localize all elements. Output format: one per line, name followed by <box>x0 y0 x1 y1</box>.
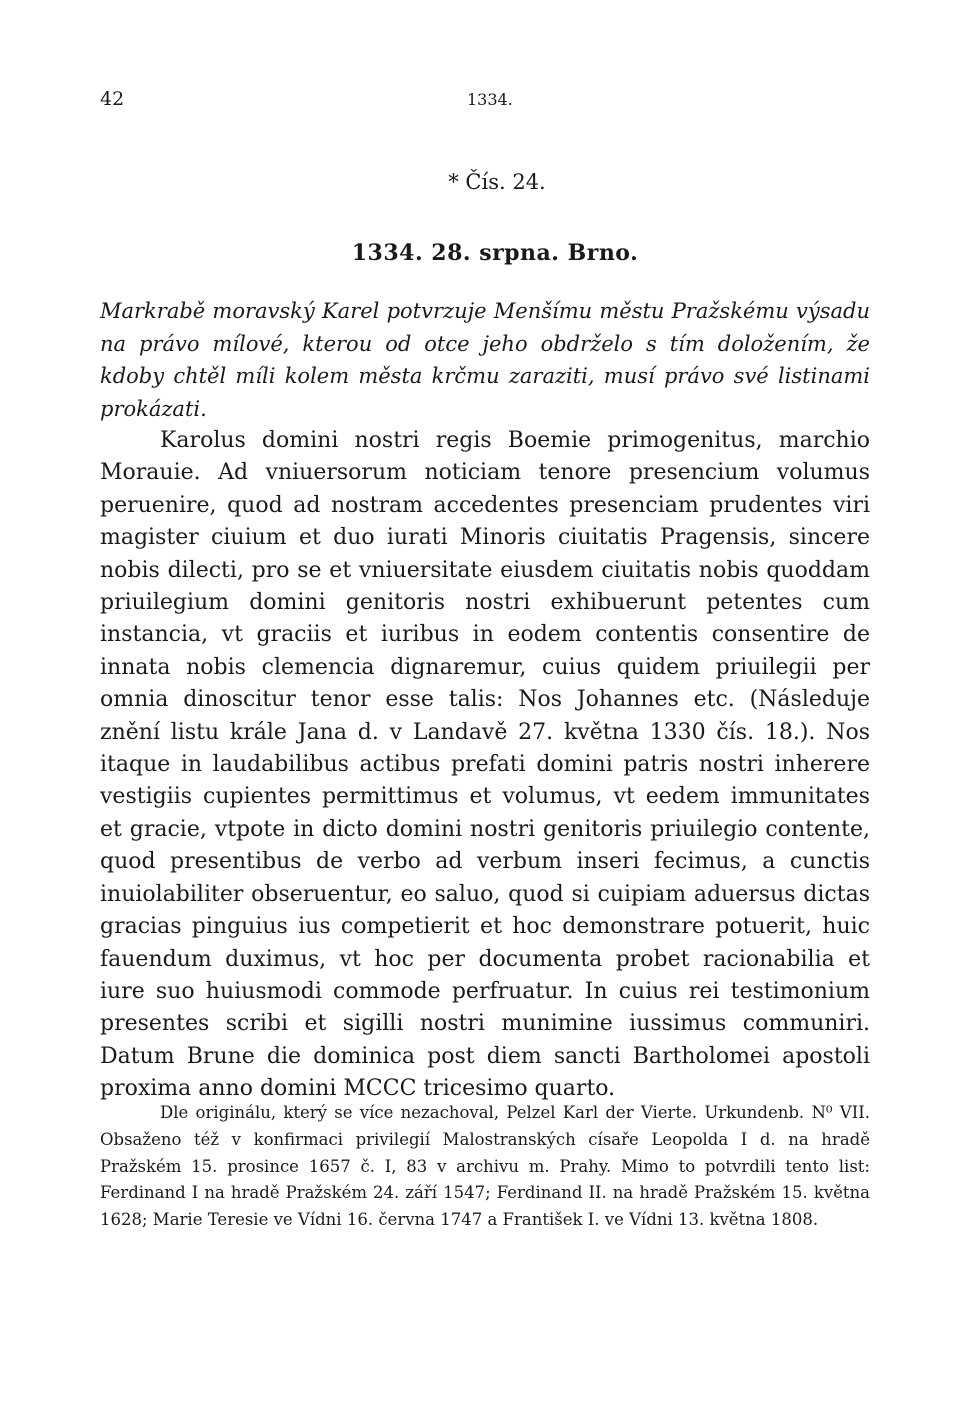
document-date-place: 1334. 28. srpna. Brno. <box>351 240 639 266</box>
source-note: Dle originálu, který se více nezachoval, Pelzel Karl der Vierte. Urkundenb. N⁰ VII. Obsaženo též v konfirmaci privilegií Malostranských císaře Leopolda I d. na hradě Pražském 15. prosince 1657 č. I, 83 v archivu m. Prahy. Mimo to potvrdili tento list: Ferdinand I na hradě Pražském 24. září 1547; Ferdinand II. na hradě Pražském 15. května 1628; Marie Teresie ve Vídni 16. června 1747 a František I. ve Vídni 13. května 1808. <box>100 1103 870 1230</box>
regest-summary: Markrabě moravský Karel potvrzuje Menšímu městu Pražskému výsadu na právo mílové, kterou od otce jeho obdrželo s tím doložením, že kdoby chtěl míli kolem města krčmu zaraziti, musí právo své listinami prokázati. <box>100 299 870 421</box>
running-head-year: 1334. <box>467 90 513 109</box>
charter-text: Karolus domini nostri regis Boemie primogenitus, marchio Morauie. Ad vniuersorum noticiam tenore presencium volumus peruenire, quod ad nostram accedentes presenciam prudentes viri magister ciuium et duo iurati Minoris ciuitatis Pragensis, sincere nobis dilecti, pro se et vniuersitate eiusdem ciuitatis nobis quoddam priuilegium domini genitoris nostri exhibuerunt petentes cum instancia, vt graciis et iuribus in eodem contentis consentire de innata nobis clemencia dignaremur, cuius quidem priuilegii per omnia dinoscitur tenor esse talis: Nos Johannes etc. (Následuje znění listu krále Jana d. v Landavě 27. května 1330 čís. 18.). Nos itaque in laudabilibus actibus prefati domini patris nostri inherere vestigiis cupientes permittimus et volumus, vt eedem immunitates et gracie, vtpote in dicto domini nostri genitoris priuilegio contente, quod presentibus de verbo ad verbum inseri fecimus, a cunctis inuiolabiliter obseruentur, eo saluo, quod si cuipiam aduersus dictas gracias pinguius ius competierit et hoc demonstrare potuerit, huic fauendum duximus, vt hoc per documenta probet racionabilia et iure suo huiusmodi commode perfruatur. In cuius rei testimonium presentes scribi et sigilli nostri munimine iussimus communiri. Datum Brune die dominica post diem sancti Bartholomei apostoli proxima anno domini MCCC tricesimo quarto. <box>100 428 870 1102</box>
document-number: * Čís. 24. <box>448 170 546 194</box>
page-number: 42 <box>100 88 125 110</box>
running-head <box>100 88 870 118</box>
